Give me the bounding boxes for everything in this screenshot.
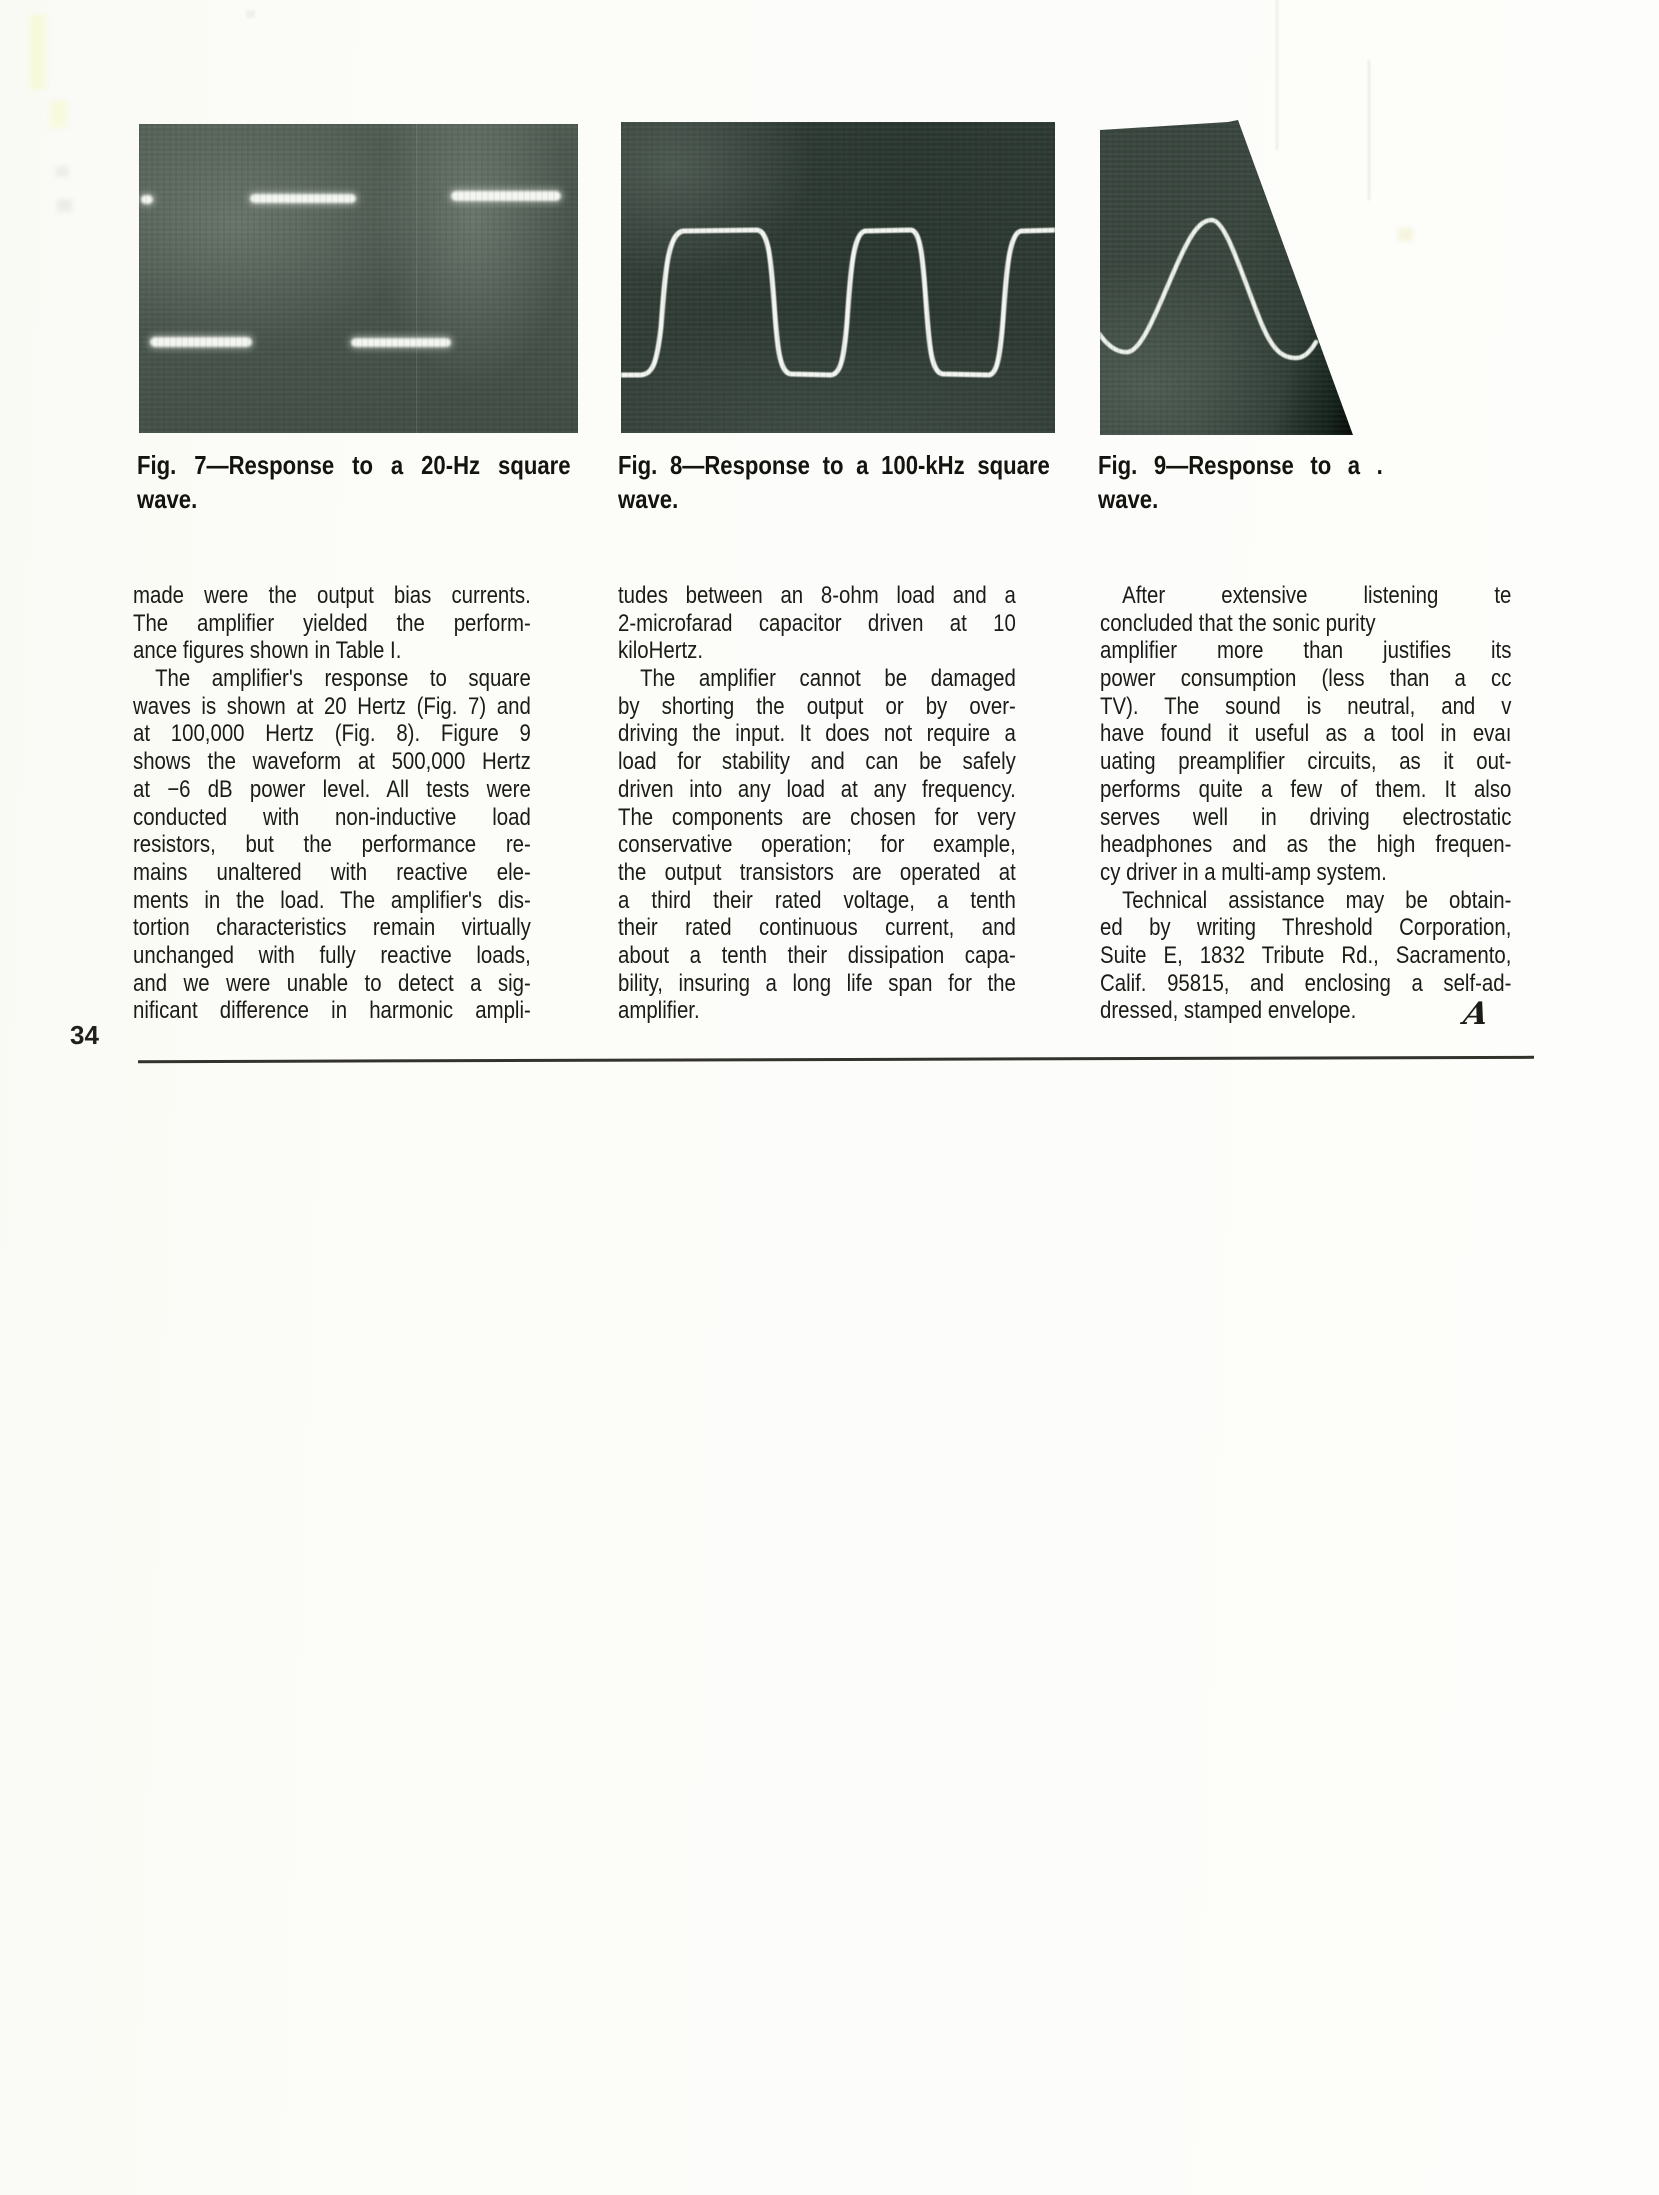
text-line: The amplifier's response to square [155, 665, 531, 693]
text-line: power consumption (less than a cc [1100, 665, 1512, 693]
text-line: have found it useful as a tool in evaı [1100, 720, 1512, 748]
text-line: by shorting the output or by over- [618, 692, 1016, 720]
text-line: After extensive listening te [1122, 582, 1512, 609]
oscilloscope-photo-fig7 [139, 124, 578, 433]
body-column-2 [618, 582, 1016, 1025]
scan-artifact [1398, 228, 1413, 241]
text-line: headphones and as the high frequen- [1100, 831, 1512, 859]
text-line: The components are chosen for very [618, 803, 1016, 831]
text-line: conducted with non-inductive load [133, 803, 531, 831]
text-line: TV). The sound is neutral, and v [1100, 692, 1512, 720]
film-grain [621, 122, 1055, 433]
text-line: performs quite a few of them. It also [1100, 775, 1512, 803]
text-line: tortion characteristics remain virtually [133, 914, 531, 942]
text-line: 2-microfarad capacitor driven at 10 [618, 609, 1016, 637]
text-line: tudes between an 8-ohm load and a [618, 582, 1016, 609]
text-line: conservative operation; for example, [618, 831, 1016, 859]
text-line: ed by writing Threshold Corporation, [1100, 914, 1512, 942]
scan-artifact [56, 166, 69, 177]
scan-artifact [246, 10, 255, 18]
text-line: kiloHertz. [618, 637, 704, 665]
text-line: ance figures shown in Table I. [133, 637, 402, 665]
film-grain [1100, 120, 1360, 435]
end-of-article-mark: A [1460, 996, 1492, 1032]
caption-line: Fig. 9—Response to a . [1098, 450, 1383, 480]
text-line: ments in the load. The amplifier's dis- [133, 886, 531, 914]
body-column-1 [133, 582, 531, 1025]
text-line: made were the output bias currents. [133, 582, 531, 609]
text-line: and we were unable to detect a sig- [133, 969, 531, 997]
text-line: resistors, but the performance re- [133, 831, 531, 859]
text-line: Suite E, 1832 Tribute Rd., Sacramento, [1100, 941, 1512, 969]
scan-artifact [1368, 60, 1370, 200]
text-line: at 100,000 Hertz (Fig. 8). Figure 9 [133, 720, 531, 748]
caption-line: Fig. 7—Response to a 20-Hz square [137, 450, 571, 480]
text-line: shows the waveform at 500,000 Hertz [133, 748, 531, 776]
text-line: cy driver in a multi-amp system. [1100, 858, 1387, 886]
figure-caption-fig7 [137, 448, 571, 516]
film-grain [139, 124, 578, 433]
text-line: unchanged with fully reactive loads, [133, 941, 531, 969]
oscilloscope-photo-fig8 [621, 122, 1055, 433]
scan-artifact [1276, 0, 1278, 150]
text-line: The amplifier yielded the perform- [133, 609, 531, 637]
figure-caption-fig8 [618, 448, 1050, 516]
text-line: waves is shown at 20 Hertz (Fig. 7) and [133, 692, 531, 720]
text-line: amplifier more than justifies its [1100, 637, 1512, 665]
text-line: about a tenth their dissipation capa- [618, 941, 1016, 969]
scan-artifact [29, 14, 46, 90]
figure-caption-fig9 [1098, 448, 1383, 516]
text-line: driven into any load at any frequency. [618, 775, 1016, 803]
page-number: 34 [70, 1020, 99, 1050]
text-line: concluded that the sonic purity [1100, 609, 1376, 637]
text-line: amplifier. [618, 997, 700, 1025]
text-line: serves well in driving electrostatic [1100, 803, 1512, 831]
caption-line: wave. [1098, 484, 1159, 514]
text-line: Calif. 95815, and enclosing a self-ad- [1100, 969, 1512, 997]
text-line: driving the input. It does not require a [618, 720, 1016, 748]
text-line: uating preamplifier circuits, as it out- [1100, 748, 1512, 776]
text-line: at −6 dB power level. All tests were [133, 775, 531, 803]
footer-rule [138, 1056, 1534, 1063]
text-line: The amplifier cannot be damaged [640, 665, 1016, 693]
scan-artifact [50, 101, 67, 128]
text-line: Technical assistance may be obtain- [1122, 886, 1512, 914]
text-line: mains unaltered with reactive ele- [133, 858, 531, 886]
text-line: their rated continuous current, and [618, 914, 1016, 942]
text-line: dressed, stamped envelope. [1100, 997, 1357, 1025]
caption-line: wave. [137, 484, 198, 514]
text-line: nificant difference in harmonic ampli- [133, 997, 531, 1025]
body-column-3 [1100, 582, 1511, 1025]
text-line: load for stability and can be safely [618, 748, 1016, 776]
text-line: a third their rated voltage, a tenth [618, 886, 1016, 914]
oscilloscope-photo-fig9 [1100, 120, 1360, 435]
text-line: the output transistors are operated at [618, 858, 1016, 886]
caption-line: wave. [618, 484, 679, 514]
scan-artifact [57, 199, 72, 212]
caption-line: Fig. 8—Response to a 100-kHz square [618, 450, 1050, 480]
text-line: bility, insuring a long life span for the [618, 969, 1016, 997]
